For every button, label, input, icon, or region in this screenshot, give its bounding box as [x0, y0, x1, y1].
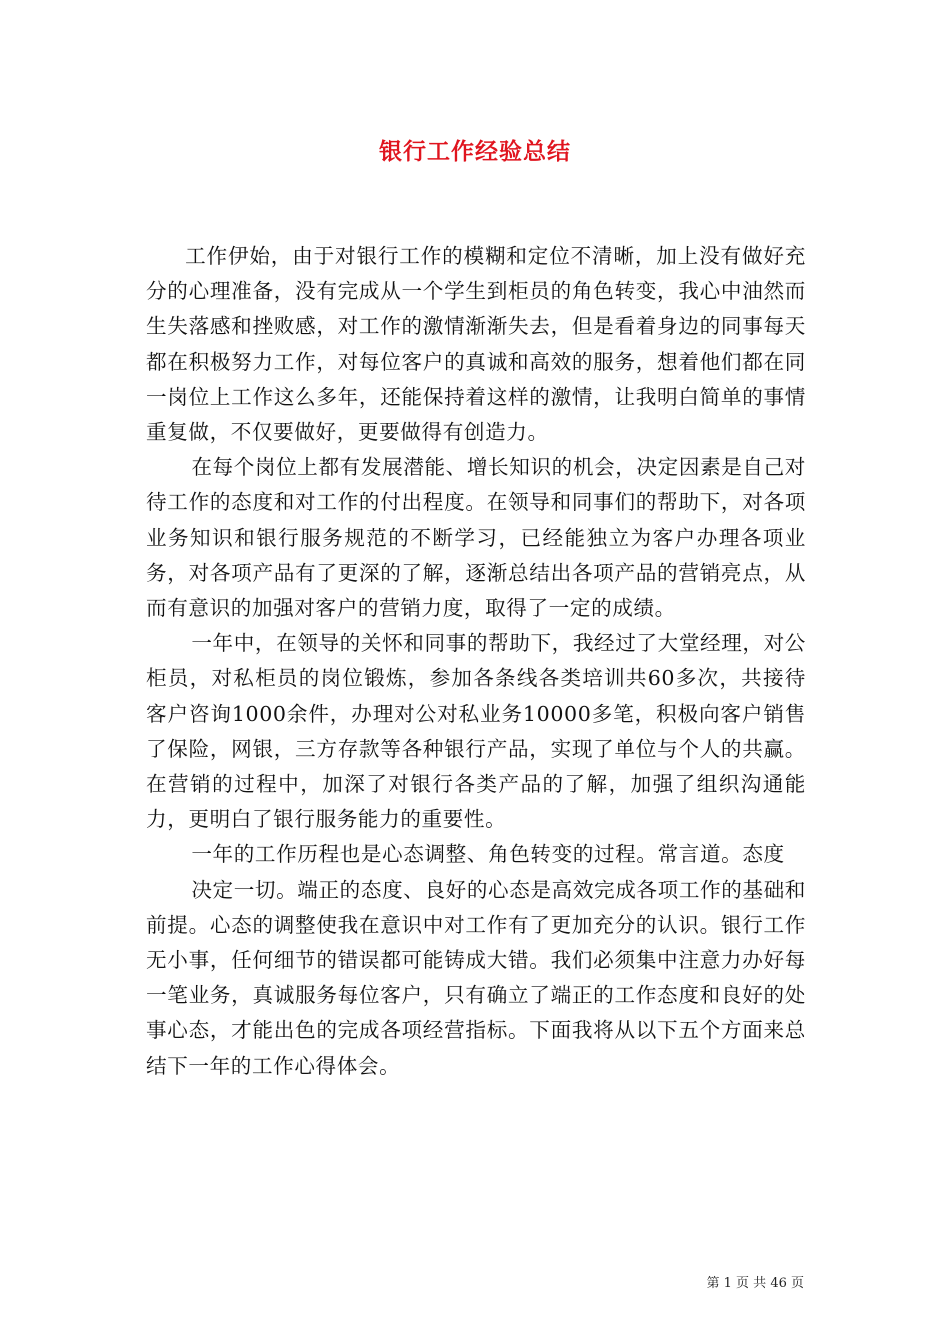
- paragraph-4: 一年的工作历程也是心态调整、角色转变的过程。常言道。态度: [191, 842, 785, 867]
- page-number-footer: 第 1 页 共 46 页: [706, 1276, 804, 1291]
- paragraph-3: 一年中，在领导的关怀和同事的帮助下，我经过了大堂经理，对公柜员，对私柜员的岗位锻炼，参加各条线各类培训共60多次，共接待客户咨询1000余件，办理对公对私业务10000多笔，积极向客户销售了保险，网银，三方存款等各种银行产品，实现了单位与个人的共赢。在营销的过程中，加深了对银行各类产品的了解，加强了组织沟通能力，更明白了银行服务能力的重要性。: [146, 631, 806, 832]
- paragraph-2: 在每个岗位上都有发展潜能、增长知识的机会，决定因素是自己对待工作的态度和对工作的付出程度。在领导和同事们的帮助下，对各项业务知识和银行服务规范的不断学习，已经能独立为客户办理各项业务，对各项产品有了更深的了解，逐渐总结出各项产品的营销亮点，从而有意识的加强对客户的营销力度，取得了一定的成绩。: [146, 455, 806, 621]
- document-title: 银行工作经验总结: [379, 138, 571, 165]
- paragraph-1: 工作伊始，由于对银行工作的模糊和定位不清晰，加上没有做好充分的心理准备，没有完成从一个学生到柜员的角色转变，我心中油然而生失落感和挫败感，对工作的激情渐渐失去，但是看着身边的同事每天都在积极努力工作，对每位客户的真诚和高效的服务，想着他们都在同一岗位上工作这么多年，还能保持着这样的激情，让我明白简单的事情重复做，不仅要做好，更要做得有创造力。: [146, 244, 806, 445]
- document-body: [146, 239, 806, 1084]
- paragraph-5: 决定一切。端正的态度、良好的心态是高效完成各项工作的基础和前提。心态的调整使我在意识中对工作有了更加充分的认识。银行工作无小事，任何细节的错误都可能铸成大错。我们必须集中注意力办好每一笔业务，真诚服务每位客户，只有确立了端正的工作态度和良好的处事心态，才能出色的完成各项经营指标。下面我将从以下五个方面来总结下一年的工作心得体会。: [146, 877, 806, 1078]
